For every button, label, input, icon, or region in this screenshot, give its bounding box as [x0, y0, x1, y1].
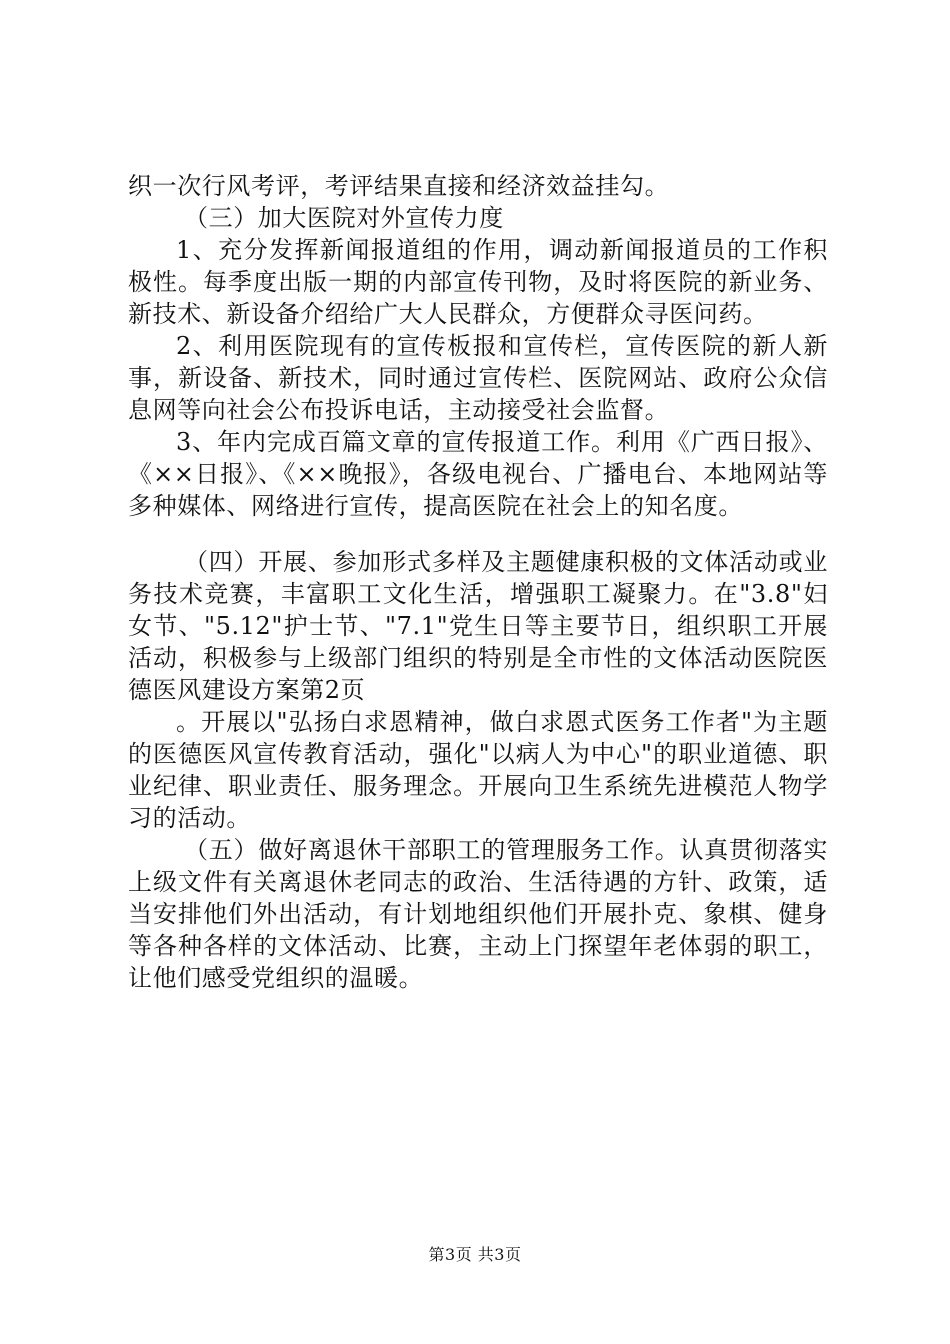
paragraph-item-1: 1、充分发挥新闻报道组的作用，调动新闻报道员的工作积极性。每季度出版一期的内部宣传刊物，及时将医院的新业务、新技术、新设备介绍给广大人民群众，方便群众寻医问药。	[128, 236, 828, 328]
section-heading-three: （三）加大医院对外宣传力度	[184, 204, 504, 232]
page-number-label: 第3页 共3页	[428, 1245, 522, 1264]
section-four-paragraph: （四）开展、参加形式多样及主题健康积极的文体活动或业务技术竞赛，丰富职工文化生活，增强职工凝聚力。在"3.8"妇女节、"5.12"护士节、"7.1"党生日等主要节日，组织职工开展活动，积极参与上级部门组织的特别是全市性的文体活动医院医德医风建设方案第2页	[128, 548, 828, 704]
paragraph-item-3: 3、年内完成百篇文章的宣传报道工作。利用《广西日报》、《××日报》、《××晚报》，各级电视台、广播电台、本地网站等多种媒体、网络进行宣传，提高医院在社会上的知名度。	[128, 428, 828, 520]
paragraph-item-2: 2、利用医院现有的宣传板报和宣传栏，宣传医院的新人新事，新设备、新技术，同时通过宣传栏、医院网站、政府公众信息网等向社会公布投诉电话，主动接受社会监督。	[128, 332, 828, 424]
document-body	[128, 170, 828, 994]
section-five-paragraph: （五）做好离退休干部职工的管理服务工作。认真贯彻落实上级文件有关离退休老同志的政治、生活待遇的方针、政策，适当安排他们外出活动，有计划地组织他们开展扑克、象棋、健身等各种各样的文体活动、比赛，主动上门探望年老体弱的职工，让他们感受党组织的温暖。	[128, 836, 828, 992]
page-footer	[0, 1242, 950, 1265]
paragraph-continuation: 织一次行风考评，考评结果直接和经济效益挂勾。	[128, 172, 670, 200]
paragraph-education-activity: 。开展以"弘扬白求恩精神，做白求恩式医务工作者"为主题的医德医风宣传教育活动，强化"以病人为中心"的职业道德、职业纪律、职业责任、服务理念。开展向卫生系统先进模范人物学习的活动。	[128, 708, 828, 832]
